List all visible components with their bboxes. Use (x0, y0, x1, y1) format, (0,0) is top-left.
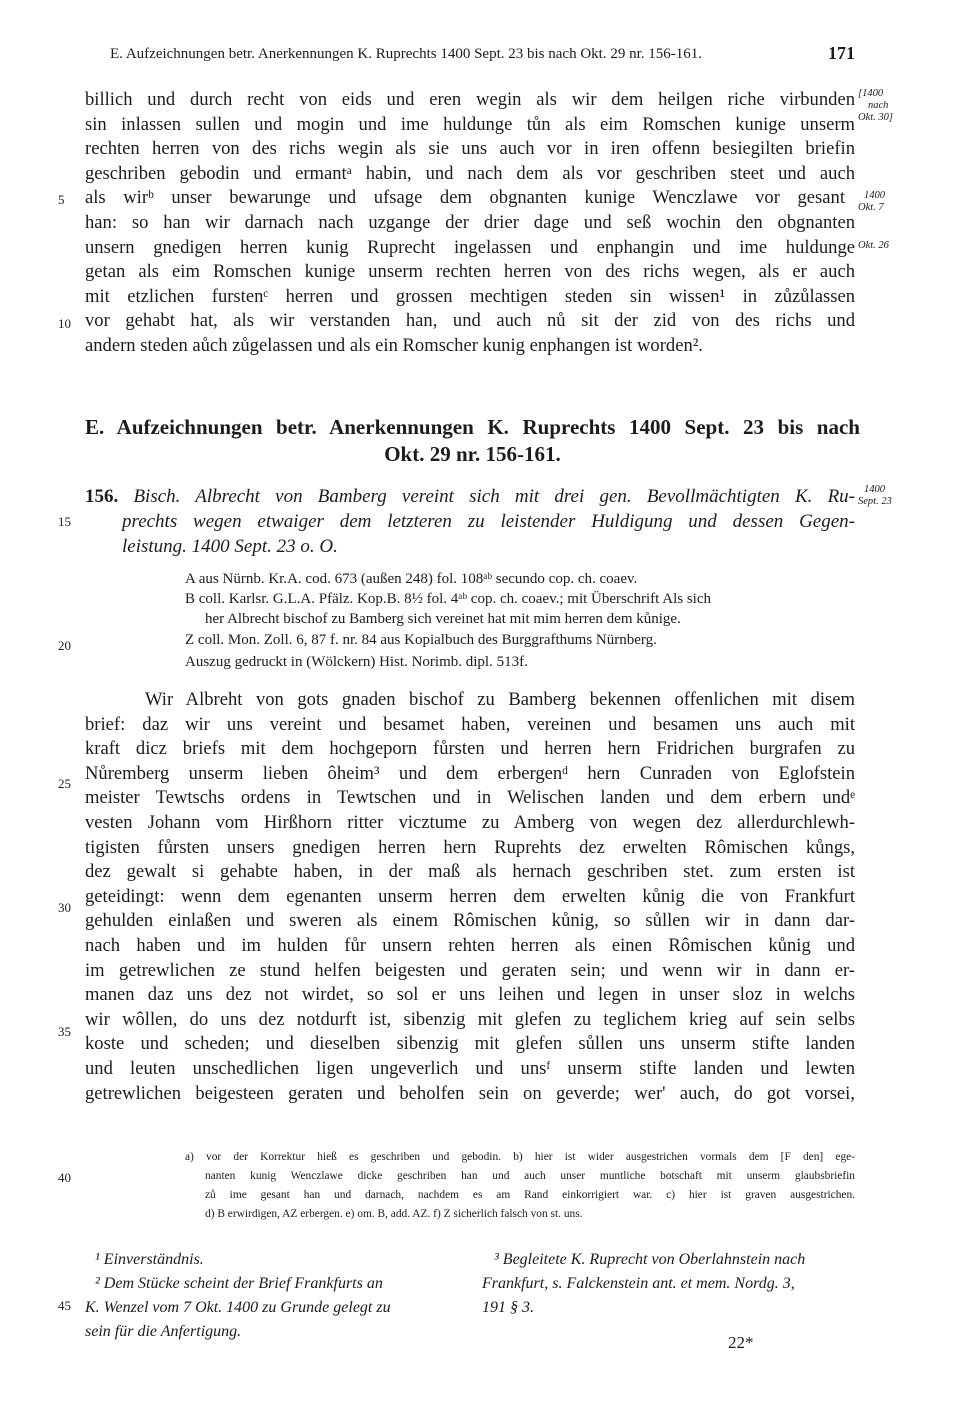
footnote: K. Wenzel vom 7 Okt. 1400 zu Grunde gelegt zu (85, 1299, 391, 1316)
document-number: 156. (85, 486, 119, 507)
text-line: Wir Albreht von gots gnaden bischof zu Bamberg bekennen offenlichen mit disem (145, 689, 855, 710)
text-line: unsern gnedigen herren kunig Ruprecht ingelassen und enphangin und ime huldunge (85, 236, 855, 258)
section-title: E. Aufzeichnungen betr. Anerkennungen K. Ruprechts 1400 Sept. 23 bis nach Okt. 29 nr. 156-161. (85, 415, 860, 466)
text-line: vesten Johann vom Hirßhorn ritter vicztume zu Amberg von wegen dez allerdurchlewh- (85, 812, 855, 833)
footnotes-right (482, 1248, 805, 1320)
text-line: vor gehabt hat, als wir verstanden han, und auch nů sit der zid von des richs und (85, 310, 855, 332)
line-number: 5 (58, 192, 65, 207)
margin-note: [1400 nach Okt. 30] (858, 88, 893, 123)
line-number: 15 (58, 514, 71, 529)
critical-note: zů ime gesant han und darnach, nachdem es am Rand einkorrigiert war. c) hier ist graven ausgestrichen. (205, 1189, 855, 1201)
text-line: han: so han wir darnach nach uzgange der drier dage und seß wochin den obgnanten (85, 212, 855, 233)
margin-note: 1400 Okt. 7 (858, 190, 885, 213)
text-line: manen daz uns dez not wirdet, so sol er uns leihen und legen in unser sloz in welchs (85, 984, 855, 1006)
source-line: her Albrecht bischof zu Bamberg sich vereinet hat mit mim herren dem kůnige. (205, 611, 681, 627)
critical-note: d) B erwirdigen, AZ erbergen. e) om. B, add. AZ. f) Z sicherlich falsch von st. uns. (205, 1208, 583, 1220)
line-number: 40 (58, 1170, 71, 1185)
line-number: 25 (58, 776, 71, 791)
document-title: 156. Bisch. Albrecht von Bamberg vereint sich mit drei gen. Bevollmächtigten K. Ru- (85, 486, 856, 507)
text-line: dez gewalt si gehabte haben, in der maß als hernach geschriben stet. zum ersten ist (85, 861, 855, 883)
footnote: ¹ Einverständnis. (95, 1251, 204, 1268)
margin-note: Okt. 26 (858, 240, 889, 251)
text-line: als wirᵇ unser bewarunge und ufsage dem obgnanten kunige Wenczlawe vor gesant (85, 187, 845, 209)
document-title: prechts wegen etwaiger dem letzteren zu leistender Huldigung und dessen Gegen- (122, 511, 855, 532)
text-line: im getrewlichen ze stund helfen beigesten und geraten sein; und wenn wir in dann er- (85, 959, 855, 981)
text-line: Nůremberg unserm lieben ôheim³ und dem erbergenᵈ hern Cunraden von Eglofstein (85, 762, 855, 784)
text-line: getan als eim Romschen kunige unserm rechten herren von des richs wegen, als er auch (85, 261, 855, 283)
text-line: geteidingt: wenn dem egenanten unserm herren dem erwelten kůnig die von Frankfurt (85, 885, 855, 907)
footnotes-left (85, 1248, 391, 1344)
line-number: 30 (58, 900, 71, 915)
critical-note: a) vor der Korrektur hieß es geschriben und gebodin. b) hier ist wider ausgestrichen vormals dem [F den] ege- (185, 1151, 855, 1163)
footnote: Frankfurt, s. Falckenstein ant. et mem. Nordg. 3, (482, 1275, 795, 1292)
source-line: Z coll. Mon. Zoll. 6, 87 f. nr. 84 aus Kopialbuch des Burggrafthums Nürnberg. (185, 632, 657, 648)
text-line: koste und scheden; und dieselben sibenzig mit glefen sůllen uns unserm stifte landen (85, 1033, 855, 1055)
source-line: B coll. Karlsr. G.L.A. Pfälz. Kop.B. 8½ fol. 4ᵃᵇ cop. ch. coaev.; mit Überschrift Als sich (185, 591, 712, 607)
text-line: brief: daz wir uns vereint und besamet haben, vereinen und besamen uns auch mit (85, 713, 855, 735)
text-line: getrewlichen beigesteen geraten und beholfen sein on geverde; wer' auch, do got vorsei, (85, 1082, 855, 1104)
document-title: leistung. 1400 Sept. 23 o. O. (122, 536, 338, 557)
text-line: wir wôllen, do uns dez notdurft ist, sibenzig mit glefen zu teglichem krieg auf sein selbs (85, 1008, 855, 1030)
footnote: sein für die Anfertigung. (85, 1323, 242, 1340)
text-line: und leuten unschedlichen ligen ungeverlich und unsᶠ unserm stifte landen und lewten (85, 1058, 855, 1079)
line-number: 20 (58, 638, 71, 653)
footnote: ² Dem Stücke scheint der Brief Frankfurts an (95, 1275, 383, 1292)
text-line: tigisten fůrsten unsers gnedigen herren hern Ruprehts dez erwelten Rômischen kůngs, (85, 836, 855, 858)
text-line: gehulden einlaßen und sweren als einem Rômischen kůnig, so sůllen wir in dann dar- (85, 910, 855, 932)
footnote: 191 § 3. (482, 1299, 534, 1316)
text-line: andern steden aůch zůgelassen und als ein Romscher kunig enphangen ist worden². (85, 335, 703, 356)
text-line: billich und durch recht von eids und eren wegin als wir dem heilgen riche virbunden (85, 89, 855, 110)
source-line: Auszug gedruckt in (Wölckern) Hist. Norimb. dipl. 513f. (185, 654, 528, 670)
running-head-text: E. Aufzeichnungen betr. Anerkennungen K. Ruprechts 1400 Sept. 23 bis nach Okt. 29 nr. 156-161. (110, 46, 702, 62)
line-number: 45 (58, 1298, 71, 1313)
text-line: sin inlassen sullen und mogin und ime huldunge tůn als eim Romschen kunige unserm (85, 113, 855, 135)
text-line: nach haben und im hulden fůr unsern rehten herren als einen Rômischen kůnig und (85, 935, 855, 956)
critical-note: nanten kunig Wenczlawe dicke geschriben han und auch unser muntliche botschaft mit unserm glaubsbriefin (205, 1170, 855, 1182)
text-line: geschriben gebodin und ermantᵃ habin, und nach dem als vor geschriben steet und auch (85, 162, 855, 184)
running-head (110, 43, 855, 63)
page-number: 171 (828, 43, 855, 63)
text-line: meister Tewtschs ordens in Tewtschen und in Welischen landen und dem erbern undᵉ (85, 787, 855, 809)
text-line: rechten herren von des richs wegin als sie uns auch vor in iren offenn besiegilten briefin (85, 138, 855, 160)
signature-mark: 22* (728, 1333, 754, 1352)
margin-note: 1400 Sept. 23 (858, 484, 892, 507)
text-line: mit etzlichen furstenᶜ herren und grossen mechtigen steden sin wissen¹ in zůzůlassen (85, 285, 855, 307)
line-number: 10 (58, 316, 71, 331)
text-line: kraft dicz briefs mit dem hochgeporn fůrsten und herren hern Fridrichen burgrafen zu (85, 738, 855, 760)
line-number: 35 (58, 1024, 71, 1039)
footnote: ³ Begleitete K. Ruprecht von Oberlahnstein nach (494, 1251, 806, 1268)
source-line: A aus Nürnb. Kr.A. cod. 673 (außen 248) fol. 108ᵃᵇ secundo cop. ch. coaev. (185, 571, 638, 587)
